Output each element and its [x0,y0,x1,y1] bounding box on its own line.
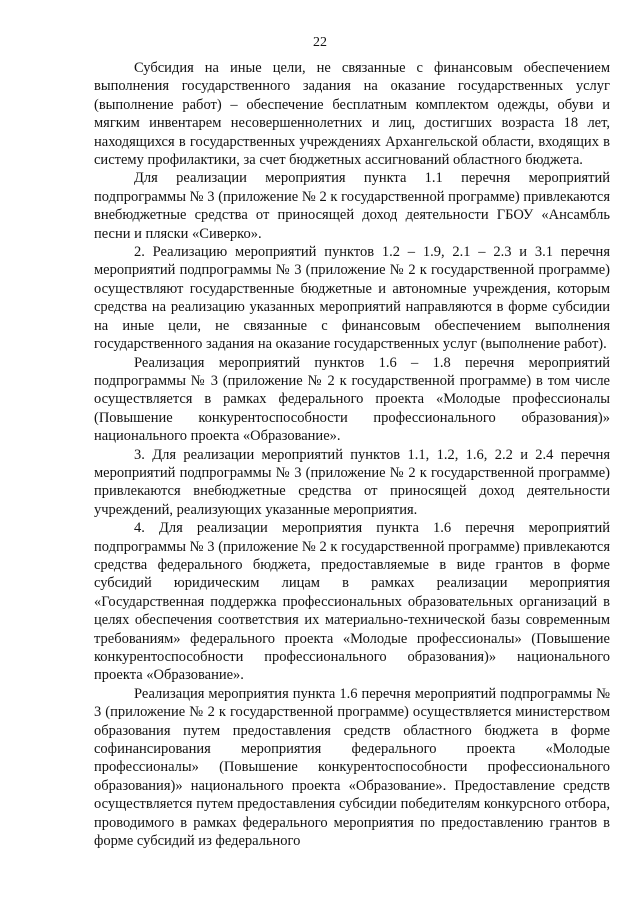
paragraph-item-1-6-implementation: Реализация мероприятия пункта 1.6 перечня мероприятий подпрограммы № 3 (приложение № 2 к государственной программе) осуществляется министерством образования путем предоставления средств областного бюджета в форме софинансирования мероприятия федерального проекта «Молодые профессионалы» (Повышение конкурентоспособности профессионального образования)» национального проекта «Образование». Предоставление средств осуществляется путем предоставления субсидии победителям конкурсного отбора, проводимого в рамках федерального мероприятия по предоставлению грантов в форме субсидий из федерального [94,685,610,850]
paragraph-section-4: 4. Для реализации мероприятия пункта 1.6 перечня мероприятий подпрограммы № 3 (приложение № 2 к государственной программе) привлекаются средства федерального бюджета, предоставляемые в виде грантов в форме субсидий юридическим лицам в рамках реализации мероприятия «Государственная поддержка профессиональных образовательных организаций в целях обеспечения соответствия их материально-технической базы современным требованиям» федерального проекта «Молодые профессионалы» (Повышение конкурентоспособности профессионального образования)» национального проекта «Образование». [94,520,610,684]
paragraph-items-1-6-1-8: Реализация мероприятий пунктов 1.6 – 1.8 перечня мероприятий подпрограммы № 3 (приложение № 2 к государственной программе) в том числе осуществляется в рамках федерального проекта «Молодые профессионалы (Повышение конкурентоспособности профессионального образования)» национального проекта «Образование». [94,354,610,445]
paragraph-section-2: 2. Реализацию мероприятий пунктов 1.2 – 1.9, 2.1 – 2.3 и 3.1 перечня мероприятий подпрограммы № 3 (приложение № 2 к государственной программе) осуществляют государственные бюджетные и автономные учреждения, которым средства на реализацию указанных мероприятий направляются в форме субсидии на иные цели, не связанные с финансовым обеспечением выполнения государственного задания на оказание государственных услуг (выполнение работ). [94,244,610,353]
page-number: 22 [313,35,327,50]
paragraph-item-1-1: Для реализации мероприятия пункта 1.1 перечня мероприятий подпрограммы № 3 (приложение № 2 к государственной программе) привлекаются внебюджетные средства от приносящей доход деятельности ГБОУ «Ансамбль песни и пляски «Сиверко». [94,170,610,242]
paragraph-subsidy-purpose: Субсидия на иные цели, не связанные с финансовым обеспечением выполнения государственного задания на оказание государственных услуг (выполнение работ) – обеспечение бесплатным комплектом одежды, обуви и мягким инвентарем несовершеннолетних и лиц, достигших возраста 18 лет, находящихся в государственных учреждениях Архангельской области, входящих в систему профилактики, за счет бюджетных ассигнований областного бюджета. [94,60,610,169]
document-body [94,59,610,850]
paragraph-section-3: 3. Для реализации мероприятий пунктов 1.1, 1.2, 1.6, 2.2 и 2.4 перечня мероприятий подпрограммы № 3 (приложение № 2 к государственной программе) привлекаются внебюджетные средства от приносящей доход деятельности учреждений, реализующих указанные мероприятия. [94,446,610,518]
